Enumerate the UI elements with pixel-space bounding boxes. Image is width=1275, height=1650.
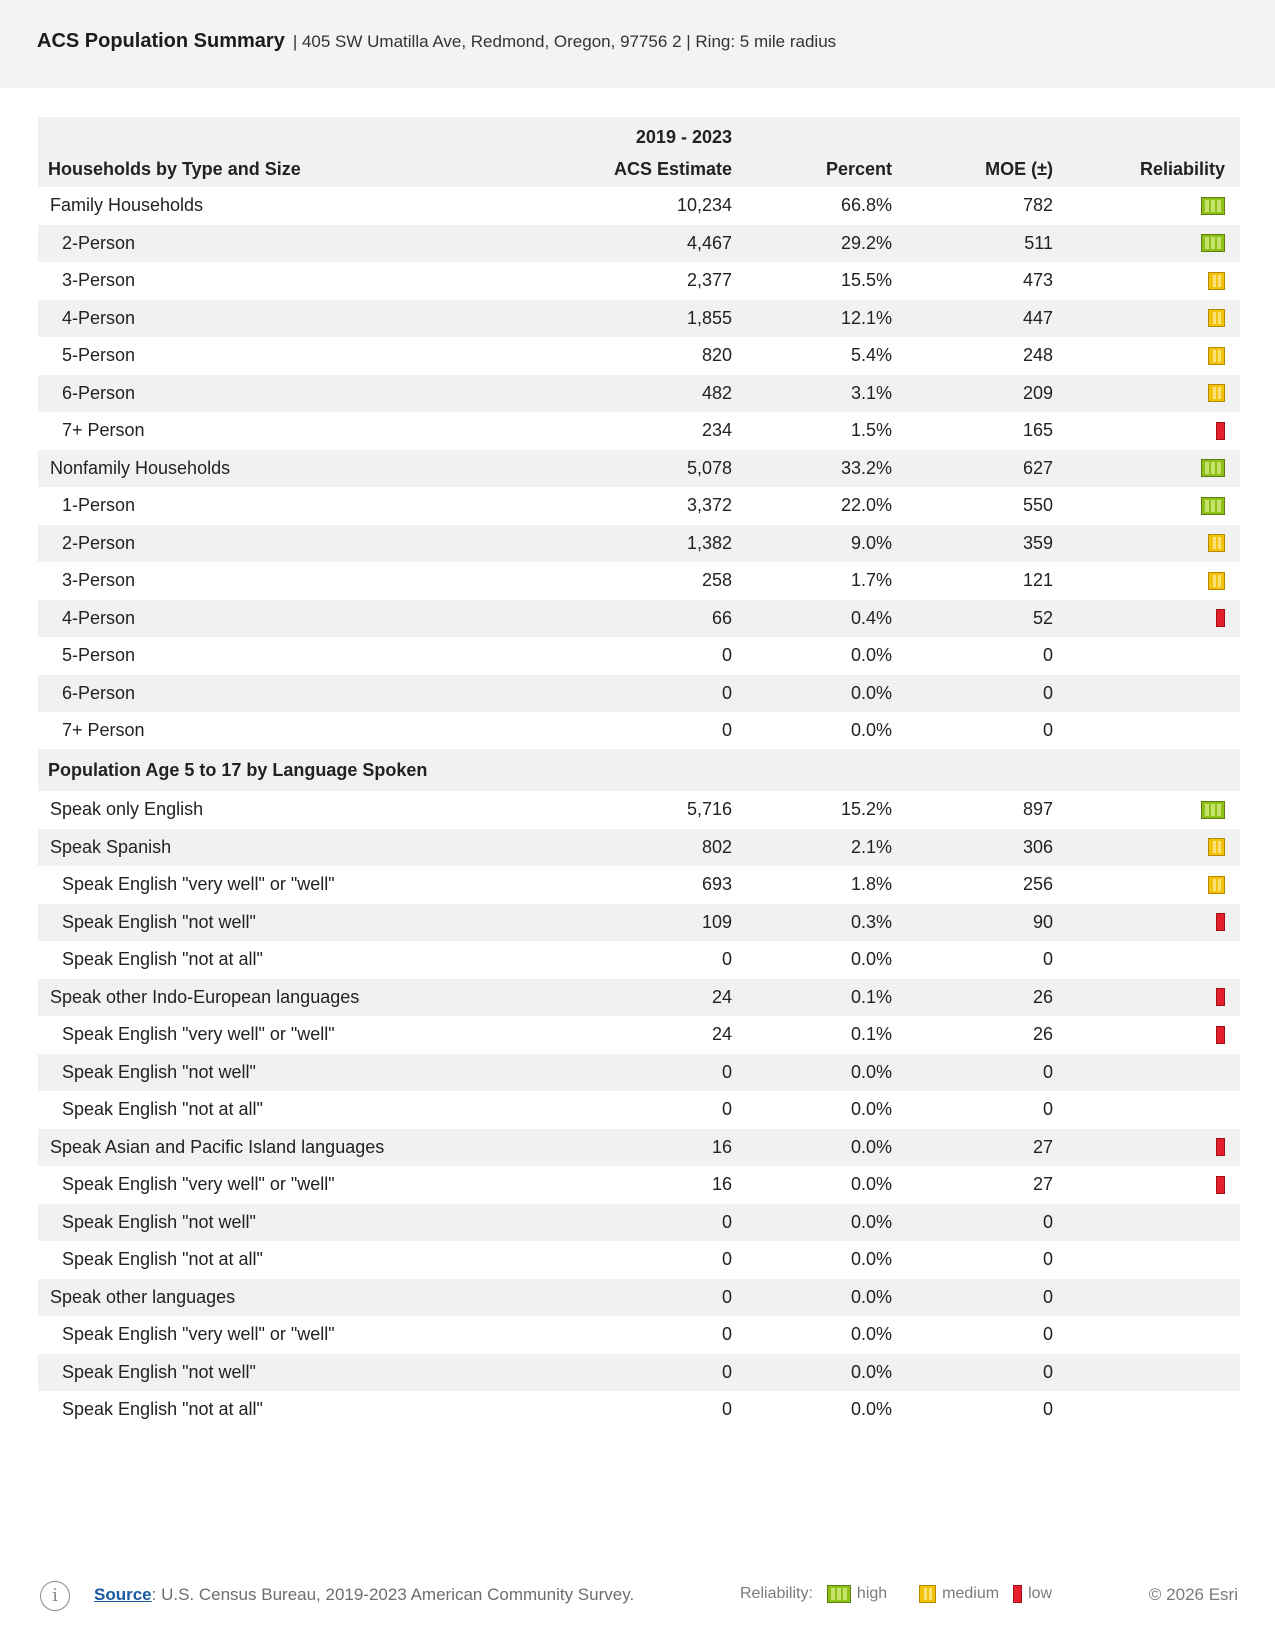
table-row — [38, 375, 1240, 413]
legend-medium-label: medium — [942, 1585, 1000, 1602]
row-percent: 0.0% — [850, 645, 892, 665]
source-note — [94, 1585, 634, 1605]
report-header — [0, 0, 1275, 88]
reliability-legend — [740, 1585, 1052, 1603]
row-estimate: 482 — [701, 382, 732, 403]
reliability-low-icon — [1013, 1585, 1022, 1603]
row-label: 5-Person — [62, 345, 136, 365]
row-moe: 359 — [1022, 532, 1053, 553]
reliability-low-icon — [1216, 1138, 1225, 1156]
table-row — [38, 1016, 1240, 1054]
table-row — [38, 904, 1240, 942]
row-label: Speak English "not at all" — [62, 1099, 263, 1119]
reliability-medium-icon — [1208, 876, 1225, 894]
reliability-low-icon — [1216, 422, 1225, 440]
row-reliability — [1185, 262, 1225, 300]
row-estimate: 0 — [721, 1061, 732, 1082]
row-estimate: 820 — [701, 345, 732, 365]
row-label: Speak English "not well" — [62, 911, 256, 932]
row-reliability — [1185, 1091, 1225, 1129]
row-label: 4-Person — [62, 307, 136, 328]
table-row — [38, 941, 1240, 979]
language-rows — [38, 791, 1240, 1429]
row-estimate: 0 — [721, 1324, 732, 1344]
row-reliability — [1185, 1241, 1225, 1279]
table-row — [38, 979, 1240, 1017]
row-percent: 0.0% — [850, 1399, 892, 1419]
row-percent: 15.2% — [840, 799, 892, 819]
row-moe: 0 — [1042, 1211, 1053, 1232]
row-estimate: 5,716 — [686, 799, 732, 819]
table-row — [38, 1129, 1240, 1167]
row-estimate: 2,377 — [686, 270, 732, 290]
row-percent: 0.0% — [850, 1061, 892, 1082]
row-reliability — [1185, 637, 1225, 675]
row-percent: 1.8% — [850, 874, 892, 894]
row-percent: 0.0% — [850, 1324, 892, 1344]
row-estimate: 16 — [711, 1136, 732, 1157]
row-estimate: 0 — [721, 645, 732, 665]
language-section — [38, 749, 1240, 1429]
language-section-title: Population Age 5 to 17 by Language Spoken — [48, 760, 428, 780]
row-estimate: 234 — [701, 420, 732, 440]
reliability-medium-icon — [1208, 384, 1225, 402]
table-row — [38, 562, 1240, 600]
source-link[interactable]: Source — [94, 1585, 152, 1604]
table-row — [38, 1166, 1240, 1204]
row-moe: 248 — [1022, 345, 1053, 365]
row-reliability — [1185, 337, 1225, 375]
row-reliability — [1185, 225, 1225, 263]
table-row — [38, 187, 1240, 225]
reliability-medium-icon — [919, 1585, 936, 1603]
row-percent: 0.0% — [850, 682, 892, 703]
row-estimate: 5,078 — [686, 457, 732, 478]
row-moe: 0 — [1042, 1249, 1053, 1269]
reliability-high-icon — [1201, 459, 1225, 477]
row-moe: 627 — [1022, 457, 1053, 478]
row-reliability — [1185, 1204, 1225, 1242]
table-row — [38, 300, 1240, 338]
row-moe: 26 — [1032, 986, 1053, 1007]
table-row — [38, 712, 1240, 750]
row-reliability — [1185, 600, 1225, 638]
table-row — [38, 1054, 1240, 1092]
row-moe: 0 — [1042, 1324, 1053, 1344]
row-label: Speak Spanish — [50, 836, 172, 857]
households-section-title: Households by Type and Size — [48, 159, 301, 179]
row-estimate: 0 — [721, 949, 732, 969]
row-estimate: 0 — [721, 682, 732, 703]
row-label: Speak English "not at all" — [62, 949, 263, 969]
row-estimate: 4,467 — [686, 232, 732, 253]
reliability-medium-icon — [1208, 838, 1225, 856]
reliability-high-icon — [1201, 801, 1225, 819]
row-estimate: 0 — [721, 1249, 732, 1269]
row-label: 1-Person — [62, 495, 136, 515]
row-percent: 0.0% — [850, 949, 892, 969]
row-moe: 165 — [1022, 420, 1053, 440]
col-moe: MOE (±) — [985, 159, 1053, 179]
row-label: Speak other languages — [50, 1286, 236, 1307]
row-estimate: 802 — [701, 836, 732, 857]
row-label: 7+ Person — [62, 420, 145, 440]
table-row — [38, 225, 1240, 263]
row-moe: 0 — [1042, 1286, 1053, 1307]
table-row — [38, 600, 1240, 638]
legend-low-label: low — [1028, 1585, 1053, 1602]
table-row — [38, 1204, 1240, 1242]
reliability-medium-icon — [1208, 572, 1225, 590]
row-reliability — [1185, 525, 1225, 563]
row-percent: 66.8% — [840, 195, 892, 215]
row-reliability — [1185, 904, 1225, 942]
row-percent: 0.3% — [850, 911, 892, 932]
reliability-low-icon — [1216, 913, 1225, 931]
row-moe: 0 — [1042, 645, 1053, 665]
row-moe: 0 — [1042, 1099, 1053, 1119]
legend-high-label: high — [856, 1585, 888, 1602]
row-label: Speak English "very well" or "well" — [62, 1024, 335, 1044]
row-estimate: 109 — [701, 911, 732, 932]
row-reliability — [1185, 1391, 1225, 1429]
row-moe: 782 — [1022, 195, 1053, 215]
header-text — [37, 30, 836, 53]
col-years: 2019 - 2023 — [635, 127, 732, 147]
reliability-low-icon — [1216, 1176, 1225, 1194]
row-estimate: 24 — [711, 1024, 732, 1044]
row-percent: 3.1% — [850, 382, 892, 403]
row-percent: 0.0% — [850, 1211, 892, 1232]
row-label: Speak Asian and Pacific Island languages — [50, 1136, 385, 1157]
table-row — [38, 1279, 1240, 1317]
row-percent: 0.0% — [850, 1099, 892, 1119]
row-reliability — [1185, 1054, 1225, 1092]
table-row — [38, 1241, 1240, 1279]
table-row — [38, 829, 1240, 867]
row-moe: 0 — [1042, 1061, 1053, 1082]
row-reliability — [1185, 187, 1225, 225]
households-section — [38, 117, 1240, 750]
row-estimate: 24 — [711, 986, 732, 1007]
reliability-medium-icon — [1208, 534, 1225, 552]
row-reliability — [1185, 1016, 1225, 1054]
row-moe: 0 — [1042, 1399, 1053, 1419]
row-estimate: 10,234 — [676, 195, 732, 215]
row-moe: 52 — [1032, 607, 1053, 628]
table-row — [38, 791, 1240, 829]
row-estimate: 693 — [701, 874, 732, 894]
row-percent: 0.0% — [850, 1286, 892, 1307]
row-label: Speak English "not well" — [62, 1361, 256, 1382]
reliability-medium-icon — [1208, 272, 1225, 290]
copyright: © 2026 Esri — [1148, 1585, 1238, 1604]
reliability-low-icon — [1216, 609, 1225, 627]
row-label: 6-Person — [62, 682, 136, 703]
info-icon[interactable]: i — [40, 1581, 70, 1611]
row-label: 4-Person — [62, 607, 136, 628]
row-moe: 0 — [1042, 720, 1053, 740]
row-reliability — [1185, 1279, 1225, 1317]
row-moe: 27 — [1032, 1174, 1053, 1194]
row-label: Speak English "not well" — [62, 1061, 256, 1082]
row-percent: 0.1% — [850, 986, 892, 1007]
report-subtitle: | 405 SW Umatilla Ave, Redmond, Oregon, 97756 2 | Ring: 5 mile radius — [292, 32, 837, 51]
row-percent: 0.4% — [850, 607, 892, 628]
row-label: Nonfamily Households — [50, 457, 231, 478]
row-percent: 1.7% — [850, 570, 892, 590]
row-estimate: 0 — [721, 1361, 732, 1382]
row-reliability — [1185, 375, 1225, 413]
table-row — [38, 1354, 1240, 1392]
row-moe: 27 — [1032, 1136, 1053, 1157]
reliability-high-icon — [827, 1585, 851, 1603]
row-label: Speak English "not well" — [62, 1211, 256, 1232]
row-reliability — [1185, 675, 1225, 713]
row-reliability — [1185, 866, 1225, 904]
row-moe: 550 — [1022, 495, 1053, 515]
row-estimate: 16 — [711, 1174, 732, 1194]
row-percent: 29.2% — [840, 232, 892, 253]
row-percent: 0.0% — [850, 1361, 892, 1382]
row-reliability — [1185, 712, 1225, 750]
row-moe: 473 — [1022, 270, 1053, 290]
row-moe: 0 — [1042, 949, 1053, 969]
row-label: Speak other Indo-European languages — [50, 986, 360, 1007]
households-rows — [38, 187, 1240, 750]
row-reliability — [1185, 979, 1225, 1017]
table-row — [38, 675, 1240, 713]
row-moe: 121 — [1022, 570, 1053, 590]
row-estimate: 3,372 — [686, 495, 732, 515]
row-reliability — [1185, 412, 1225, 450]
row-reliability — [1185, 450, 1225, 488]
row-percent: 5.4% — [850, 345, 892, 365]
row-label: Speak English "very well" or "well" — [62, 1324, 335, 1344]
row-moe: 306 — [1022, 836, 1053, 857]
table-row — [38, 450, 1240, 488]
row-percent: 0.0% — [850, 1249, 892, 1269]
row-percent: 33.2% — [840, 457, 892, 478]
table-row — [38, 525, 1240, 563]
row-moe: 256 — [1022, 874, 1053, 894]
row-label: 3-Person — [62, 570, 136, 590]
row-label: 2-Person — [62, 232, 136, 253]
row-moe: 0 — [1042, 682, 1053, 703]
row-estimate: 0 — [721, 720, 732, 740]
row-label: 7+ Person — [62, 720, 145, 740]
row-label: Speak English "not at all" — [62, 1399, 263, 1419]
reliability-medium-icon — [1208, 309, 1225, 327]
language-header-row — [38, 749, 1240, 791]
reliability-low-icon — [1216, 1026, 1225, 1044]
footer — [0, 1578, 1275, 1628]
row-moe: 209 — [1022, 382, 1053, 403]
row-estimate: 66 — [711, 607, 732, 628]
table-row — [38, 637, 1240, 675]
report-title: ACS Population Summary — [37, 30, 285, 52]
row-estimate: 258 — [701, 570, 732, 590]
row-moe: 897 — [1022, 799, 1053, 819]
row-reliability — [1185, 487, 1225, 525]
row-reliability — [1185, 941, 1225, 979]
row-label: 5-Person — [62, 645, 136, 665]
row-label: 6-Person — [62, 382, 136, 403]
source-text: : U.S. Census Bureau, 2019-2023 American Community Survey. — [151, 1585, 635, 1604]
row-estimate: 0 — [721, 1099, 732, 1119]
row-percent: 0.0% — [850, 720, 892, 740]
row-label: Family Households — [50, 195, 204, 215]
row-estimate: 0 — [721, 1286, 732, 1307]
reliability-high-icon — [1201, 234, 1225, 252]
reliability-high-icon — [1201, 197, 1225, 215]
row-reliability — [1185, 1316, 1225, 1354]
row-percent: 2.1% — [850, 836, 892, 857]
table-row — [38, 262, 1240, 300]
households-header-row — [38, 117, 1240, 187]
row-percent: 12.1% — [840, 307, 892, 328]
row-reliability — [1185, 1129, 1225, 1167]
row-estimate: 1,382 — [686, 532, 732, 553]
legend-label: Reliability: — [740, 1585, 813, 1602]
row-percent: 0.0% — [850, 1174, 892, 1194]
row-label: Speak English "not at all" — [62, 1249, 263, 1269]
row-reliability — [1185, 300, 1225, 338]
row-reliability — [1185, 791, 1225, 829]
row-percent: 0.1% — [850, 1024, 892, 1044]
table-row — [38, 337, 1240, 375]
row-percent: 9.0% — [850, 532, 892, 553]
row-reliability — [1185, 562, 1225, 600]
table-row — [38, 1091, 1240, 1129]
row-estimate: 1,855 — [686, 307, 732, 328]
row-moe: 447 — [1022, 307, 1053, 328]
row-label: Speak only English — [50, 799, 204, 819]
row-percent: 22.0% — [840, 495, 892, 515]
table-row — [38, 487, 1240, 525]
row-label: 2-Person — [62, 532, 136, 553]
row-estimate: 0 — [721, 1211, 732, 1232]
reliability-high-icon — [1201, 497, 1225, 515]
col-reliability: Reliability — [1139, 159, 1225, 179]
row-percent: 15.5% — [840, 270, 892, 290]
row-percent: 0.0% — [850, 1136, 892, 1157]
table-row — [38, 1391, 1240, 1429]
row-moe: 511 — [1024, 232, 1053, 253]
row-label: Speak English "very well" or "well" — [62, 1174, 335, 1194]
row-percent: 1.5% — [850, 420, 892, 440]
row-label: Speak English "very well" or "well" — [62, 874, 335, 894]
row-reliability — [1185, 829, 1225, 867]
row-reliability — [1185, 1354, 1225, 1392]
col-percent: Percent — [825, 159, 892, 179]
col-estimate: ACS Estimate — [613, 159, 732, 179]
table-row — [38, 412, 1240, 450]
table-row — [38, 866, 1240, 904]
row-moe: 90 — [1032, 911, 1053, 932]
reliability-low-icon — [1216, 988, 1225, 1006]
reliability-medium-icon — [1208, 347, 1225, 365]
row-moe: 0 — [1042, 1361, 1053, 1382]
row-label: 3-Person — [62, 270, 136, 290]
row-estimate: 0 — [721, 1399, 732, 1419]
table-row — [38, 1316, 1240, 1354]
row-reliability — [1185, 1166, 1225, 1204]
row-moe: 26 — [1032, 1024, 1053, 1044]
